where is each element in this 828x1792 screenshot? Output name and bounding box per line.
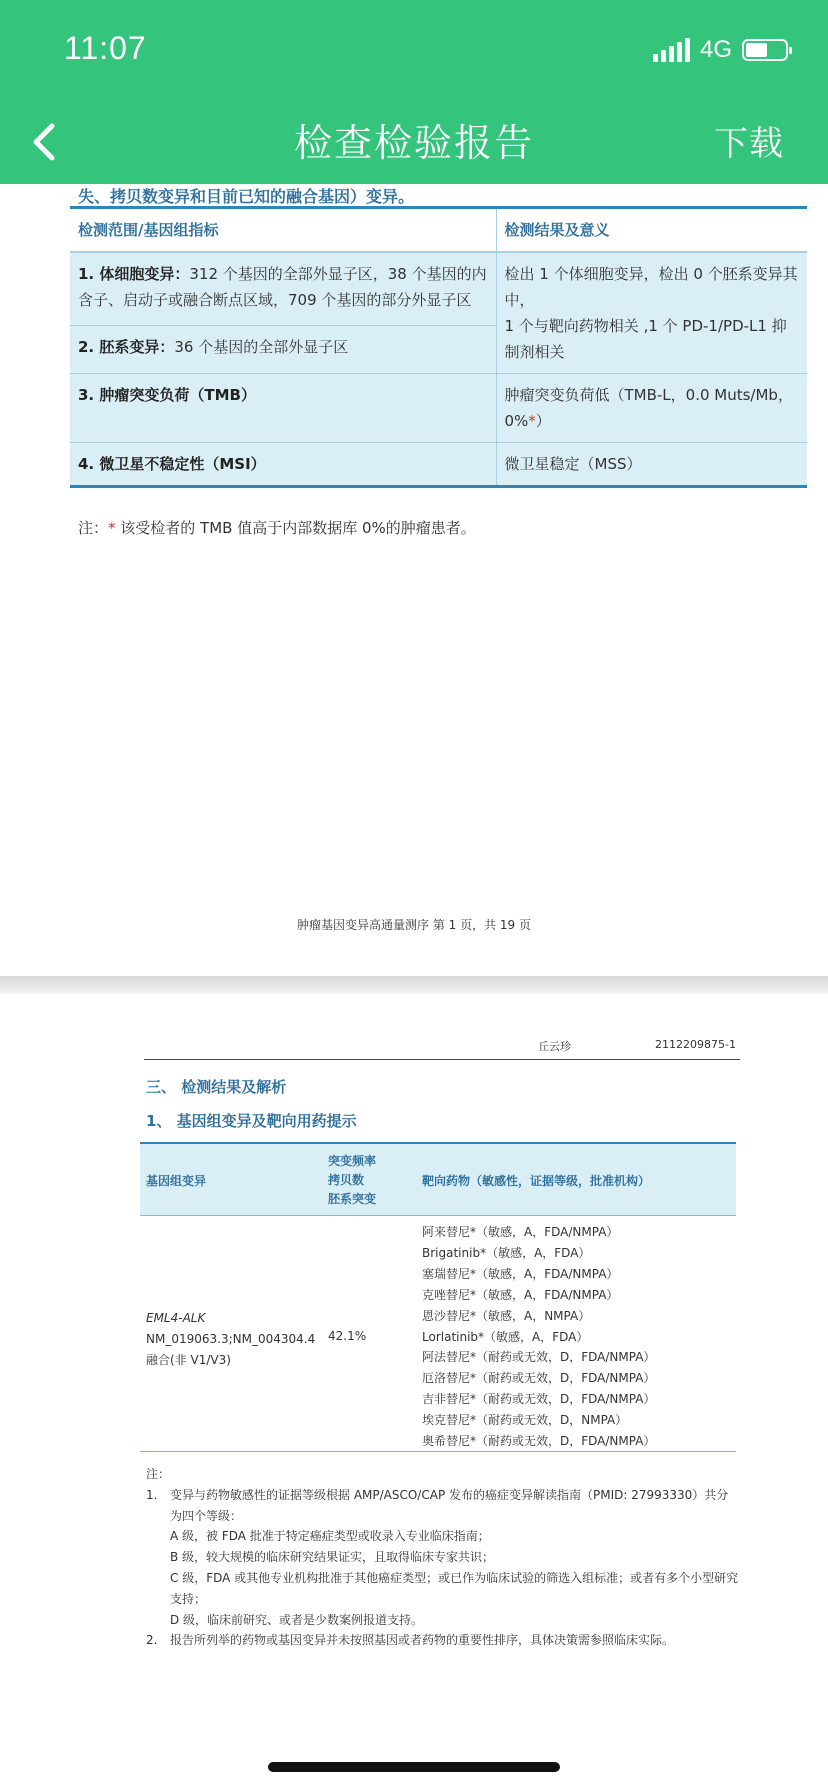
download-button[interactable]: 下载 (714, 124, 784, 164)
tmb-result-suffix: ） (535, 412, 551, 430)
tmb-result-cell (496, 374, 807, 443)
list-item: Lorlatinib*（敏感，A，FDA） (422, 1329, 589, 1344)
scope-label: 2. 胚系变异： (78, 337, 175, 356)
scope-text: 312 个基因的全部外显子区，38 个基因的内含子、启动子或融合断点区域，709 个基因的部分外显子区 (78, 265, 487, 309)
section-title: 三、 检测结果及解析 (146, 1078, 287, 1096)
variant-table-header (140, 1142, 736, 1216)
asterisk-mark: * (528, 412, 536, 430)
report-code: 2112209875-1 (655, 1038, 736, 1051)
evidence-notes (146, 1464, 742, 1651)
list-item: Brigatinib*（敏感，A，FDA） (422, 1245, 591, 1260)
status-time: 11:07 (64, 30, 147, 66)
freq-header-line: 突变频率 (328, 1154, 377, 1168)
notes-title: 注： (146, 1467, 171, 1481)
variant-table-row (140, 1216, 736, 1452)
note-number: 2. (146, 1633, 158, 1648)
evidence-level-b: B 级，较大规模的临床研究结果证实，且取得临床专家共识； (170, 1550, 495, 1565)
col-header-drugs: 靶向药物（敏感性，证据等级，批准机构） (422, 1174, 651, 1188)
page1-top-text: 失、拷贝数变异和目前已知的融合基因）变异。 (78, 187, 415, 206)
network-type: 4G (699, 36, 732, 63)
note-text: 该受检者的 TMB 值高于内部数据库 0%的肿瘤患者。 (115, 519, 476, 537)
subsection-title: 1、 基因组变异及靶向用药提示 (146, 1112, 357, 1130)
mutation-frequency: 42.1% (328, 1329, 367, 1343)
freq-header-line: 胚系突变 (328, 1192, 377, 1206)
signal-icon (653, 38, 690, 62)
evidence-level-a: A 级，被 FDA 批准于特定癌症类型或收录入专业临床指南； (170, 1529, 490, 1544)
scope-cell (70, 443, 496, 487)
col-header-result: 检测结果及意义 (496, 208, 807, 253)
scope-cell (70, 374, 496, 443)
table-row (70, 252, 807, 325)
list-item: 厄洛替尼*（耐药或无效，D，FDA/NMPA） (422, 1371, 656, 1386)
list-item: 阿法替尼*（耐药或无效，D，FDA/NMPA） (422, 1350, 656, 1365)
variant-result-line1: 检出 1 个体细胞变异，检出 0 个胚系变异其中， (504, 265, 798, 309)
col-header-scope: 检测范围/基因组指标 (70, 208, 496, 253)
page-title: 检查检验报告 (293, 121, 534, 165)
note-item (146, 1630, 742, 1651)
scope-label: 4. 微卫星不稳定性（MSI） (78, 455, 266, 473)
page-divider (0, 976, 828, 994)
home-indicator[interactable] (268, 1762, 560, 1772)
scope-label: 3. 肿瘤突变负荷（TMB） (78, 386, 256, 404)
note-number: 1. (146, 1487, 158, 1502)
list-item: 奥希替尼*（耐药或无效，D，FDA/NMPA） (422, 1434, 656, 1449)
table-row (70, 374, 807, 443)
list-item: 恩沙替尼*（敏感，A，NMPA） (422, 1308, 591, 1323)
scope-cell (70, 325, 496, 373)
evidence-level-c-cont: 支持； (170, 1591, 207, 1606)
patient-name: 丘云珍 (538, 1040, 571, 1053)
note-prefix: 注： (78, 519, 109, 537)
app-header (0, 0, 828, 184)
page1-note (78, 517, 476, 538)
note-item (146, 1485, 742, 1506)
gene-variant-cell (146, 1308, 315, 1371)
scope-result-table (70, 206, 807, 488)
report-page-2 (0, 994, 828, 1792)
page-running-header (144, 1038, 740, 1060)
evidence-level-d: D 级，临床前研究、或者是少数案例报道支持。 (170, 1612, 424, 1627)
list-item: 吉非替尼*（耐药或无效，D，FDA/NMPA） (422, 1392, 656, 1407)
tmb-result: 肿瘤突变负荷低（TMB-L，0.0 Muts/Mb，0% (504, 386, 793, 430)
list-item: 克唑替尼*（敏感，A，FDA/NMPA） (422, 1287, 619, 1302)
evidence-level-c: C 级，FDA 或其他专业机构批准于其他癌症类型；或已作为临床试验的筛选入组标准；或者有多个小型研究 (170, 1570, 739, 1585)
scope-label: 1. 体细胞变异： (78, 265, 190, 283)
scope-text: 36 个基因的全部外显子区 (174, 337, 349, 356)
note-text: 为四个等级： (170, 1508, 243, 1523)
note-text: 报告所列举的药物或基因变异并未按照基因或者药物的重要性排序，具体决策需参照临床实际。 (170, 1633, 675, 1648)
gene-name: EML4-ALK (146, 1311, 206, 1325)
fusion-type: 融合(非 V1/V3) (146, 1353, 231, 1367)
asterisk-mark: * (108, 519, 116, 537)
table-header-row (70, 208, 807, 253)
table-row (70, 443, 807, 487)
col-header-frequency (328, 1152, 376, 1209)
battery-icon (742, 39, 788, 61)
list-item: 阿来替尼*（敏感，A，FDA/NMPA） (422, 1225, 619, 1239)
page-footer: 肿瘤基因变异高通量测序 第 1 页，共 19 页 (297, 918, 531, 932)
msi-result-cell: 微卫星稳定（MSS） (496, 443, 807, 487)
variant-result-line2: 1 个与靶向药物相关 ,1 个 PD-1/PD-L1 抑制剂相关 (504, 317, 787, 361)
col-header-gene-variant: 基因组变异 (146, 1174, 207, 1188)
status-indicators (653, 36, 788, 64)
note-text: 变异与药物敏感性的证据等级根据 AMP/ASCO/CAP 发布的癌症变异解读指南（PMID: 27993330）共分 (170, 1487, 729, 1502)
scope-cell (70, 252, 496, 325)
transcript-id: NM_019063.3;NM_004304.4 (146, 1332, 316, 1346)
report-page-1 (0, 184, 828, 976)
freq-header-line: 拷贝数 (328, 1173, 365, 1187)
list-item: 埃克替尼*（耐药或无效，D，NMPA） (422, 1413, 628, 1428)
variant-result-cell (496, 252, 807, 374)
drug-list (422, 1222, 655, 1452)
list-item: 塞瑞替尼*（敏感，A，FDA/NMPA） (422, 1266, 619, 1281)
